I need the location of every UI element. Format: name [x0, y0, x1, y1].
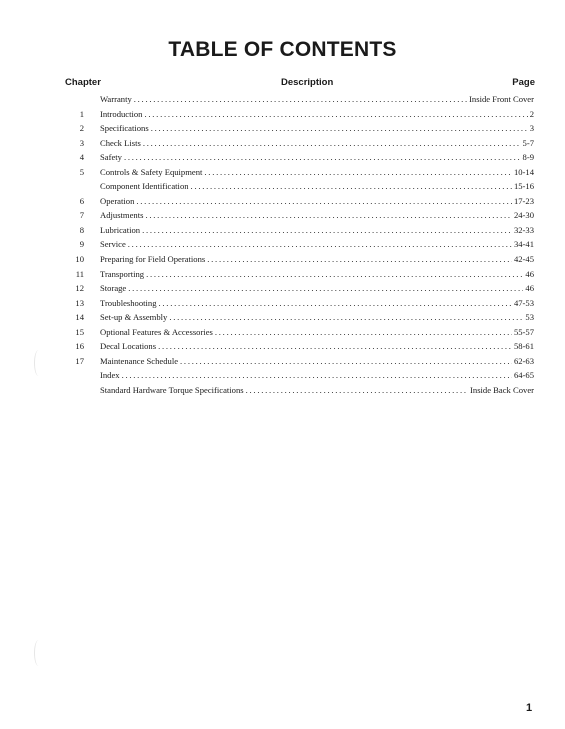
chapter-number: 2	[79, 123, 84, 134]
entry-page: 8-9	[522, 152, 534, 163]
chapter-number: 10	[75, 254, 84, 265]
toc-row	[0, 368, 565, 383]
entry-description: Safety	[100, 152, 122, 163]
toc-row	[0, 92, 565, 107]
page-number: 1	[526, 702, 533, 714]
entry-page: 58-61	[513, 341, 534, 352]
dot-leader	[169, 310, 523, 325]
toc-row	[0, 223, 565, 238]
entry-page: 53	[525, 312, 534, 323]
chapter-number: 12	[75, 283, 84, 294]
dot-leader	[134, 92, 467, 107]
entry-page: 5-7	[522, 137, 534, 148]
toc-row	[0, 310, 565, 325]
entry-description: Decal Locations	[100, 341, 157, 352]
toc-row	[0, 136, 565, 151]
dot-leader	[191, 179, 512, 194]
chapter-number: 3	[79, 137, 84, 148]
dot-leader	[215, 325, 512, 340]
toc-row	[0, 267, 565, 282]
chapter-column-header: Chapter	[65, 77, 101, 88]
entry-description: Adjustments	[100, 210, 144, 221]
dot-leader	[122, 368, 512, 383]
entry-description: Transporting	[100, 268, 145, 279]
entry-description: Controls & Safety Equipment	[100, 166, 203, 177]
dot-leader	[146, 267, 523, 282]
entry-page: 17-23	[513, 195, 534, 206]
entry-description: Introduction	[100, 108, 143, 119]
chapter-number: 9	[79, 239, 84, 250]
entry-description: Index	[100, 370, 120, 381]
entry-page: 24-30	[513, 210, 534, 221]
toc-row	[0, 194, 565, 209]
toc-row	[0, 150, 565, 165]
entry-page: 32-33	[513, 224, 534, 235]
dot-leader	[144, 107, 527, 122]
entry-description: Maintenance Schedule	[100, 355, 179, 366]
page-column-header: Page	[512, 77, 535, 88]
entry-page: 3	[529, 123, 534, 134]
dot-leader	[159, 296, 512, 311]
entry-page: 34-41	[513, 239, 534, 250]
toc-row	[0, 165, 565, 180]
toc-row	[0, 354, 565, 369]
toc-row	[0, 121, 565, 136]
entry-description: Set-up & Assembly	[100, 312, 168, 323]
dot-leader	[124, 150, 521, 165]
toc-row	[0, 383, 565, 398]
chapter-number: 7	[79, 210, 84, 221]
entry-page: 47-53	[513, 297, 534, 308]
dot-leader	[143, 136, 521, 151]
entry-description: Optional Features & Accessories	[100, 326, 213, 337]
entry-description: Storage	[100, 283, 127, 294]
page-title: TABLE OF CONTENTS	[168, 38, 397, 61]
entry-description: Preparing for Field Operations	[100, 254, 206, 265]
chapter-number: 13	[75, 297, 84, 308]
toc-row	[0, 281, 565, 296]
entry-page: 46	[525, 268, 534, 279]
entry-page: 55-57	[513, 326, 534, 337]
entry-page: 64-65	[513, 370, 534, 381]
chapter-number: 1	[79, 108, 84, 119]
toc-list	[0, 92, 565, 397]
entry-page: Inside Back Cover	[470, 384, 534, 395]
dot-leader	[128, 237, 512, 252]
entry-description: Specifications	[100, 123, 149, 134]
dot-leader	[151, 121, 528, 136]
dot-leader	[136, 194, 512, 209]
dot-leader	[145, 208, 511, 223]
dot-leader	[128, 281, 523, 296]
dot-leader	[207, 252, 512, 267]
entry-page: 62-63	[513, 355, 534, 366]
toc-row	[0, 252, 565, 267]
entry-description: Service	[100, 239, 126, 250]
toc-row	[0, 237, 565, 252]
toc-row	[0, 107, 565, 122]
entry-description: Check Lists	[100, 137, 141, 148]
chapter-number: 4	[79, 152, 84, 163]
dot-leader	[180, 354, 512, 369]
entry-page: Inside Front Cover	[469, 94, 534, 104]
chapter-number: 11	[75, 268, 84, 279]
toc-row	[0, 325, 565, 340]
dot-leader	[142, 223, 512, 238]
entry-description: Component Identification	[100, 181, 189, 192]
entry-description: Warranty	[100, 94, 132, 104]
entry-page: 15-16	[513, 181, 534, 192]
toc-row	[0, 179, 565, 194]
entry-page: 42-45	[513, 254, 534, 265]
chapter-number: 8	[79, 224, 84, 235]
entry-page: 46	[525, 283, 534, 294]
dot-leader	[204, 165, 512, 180]
dot-leader	[158, 339, 512, 354]
entry-page: 10-14	[513, 166, 534, 177]
entry-description: Standard Hardware Torque Specifications	[100, 384, 244, 395]
chapter-number: 16	[75, 341, 84, 352]
scan-mark	[34, 350, 43, 376]
toc-row	[0, 296, 565, 311]
chapter-number: 5	[79, 166, 84, 177]
toc-row	[0, 339, 565, 354]
description-column-header: Description	[281, 77, 334, 88]
toc-row	[0, 208, 565, 223]
entry-description: Troubleshooting	[100, 297, 157, 308]
entry-description: Operation	[100, 195, 135, 206]
chapter-number: 6	[79, 195, 84, 206]
scan-mark	[34, 640, 43, 666]
chapter-number: 17	[75, 355, 84, 366]
chapter-number: 15	[75, 326, 84, 337]
chapter-number: 14	[75, 312, 84, 323]
dot-leader	[246, 383, 468, 398]
entry-page: 2	[529, 108, 534, 119]
entry-description: Lubrication	[100, 224, 141, 235]
